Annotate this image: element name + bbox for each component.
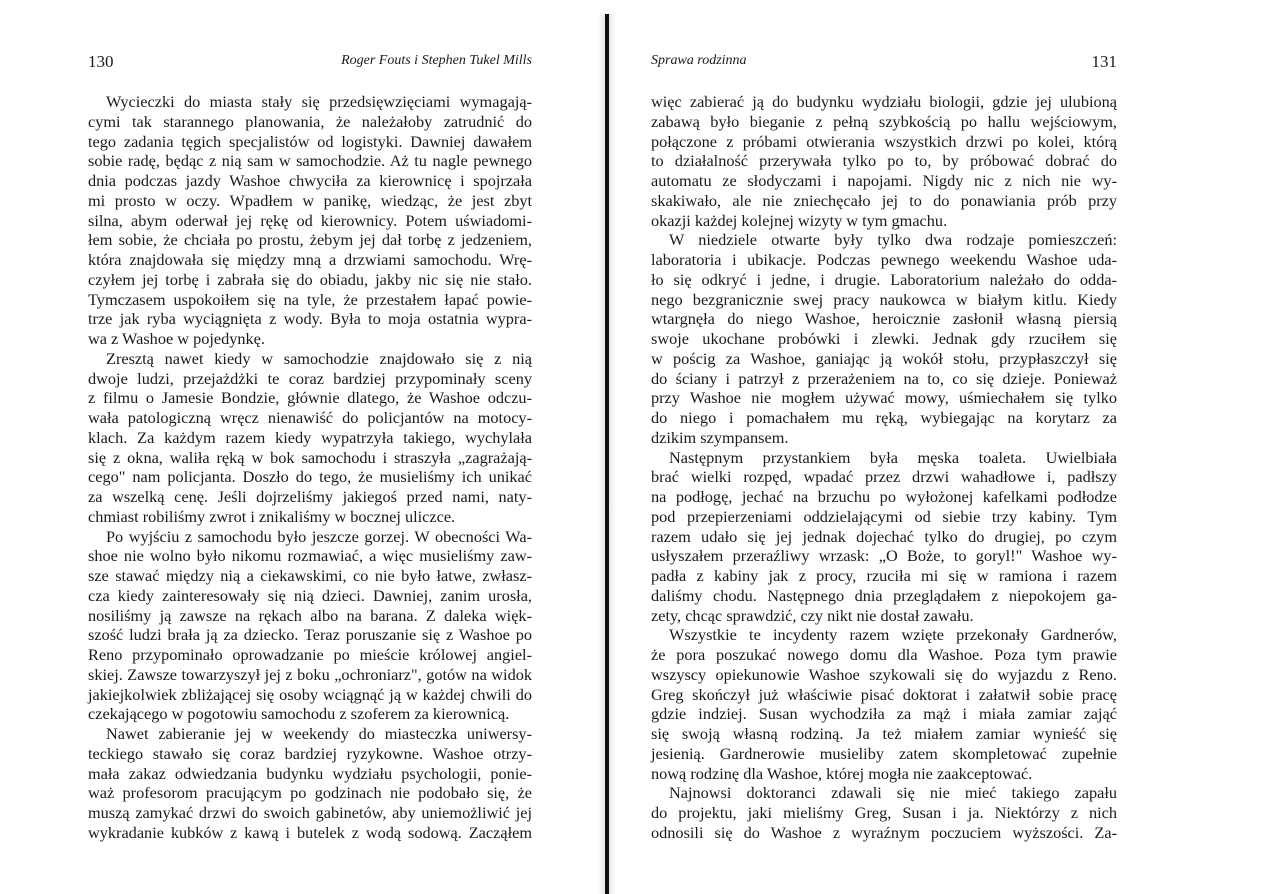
text-line: wtargnęła do niego Washoe, heroicznie zasłonił własną piersią bbox=[651, 309, 1117, 329]
text-line: za wszelką cenę. Jeśli dojrzeliśmy jakiegoś przed nami, naty- bbox=[88, 487, 532, 506]
text-line: cymi tak starannego planowania, że należałoby zatrudnić do bbox=[88, 111, 532, 131]
text-line: mi prosto w oczy. Wpadłem w panikę, wiedząc, że jest zbyt bbox=[88, 190, 532, 210]
text-line: laboratoria i ubikacje. Podczas pewnego weekendu Washoe uda- bbox=[651, 250, 1117, 269]
text-line: okazji każdej kolejnej wizyty w tym gmachu. bbox=[651, 210, 948, 230]
text-line: na podłogę, jechać na brzuchu po wyłożonej kafelkami podłodze bbox=[651, 487, 1117, 506]
text-line: łem sobie, że chciała po prostu, żebym jej dał torbę z jedzeniem, bbox=[88, 230, 532, 250]
text-line: tego zadania tęgich specjalistów od logistyki. Dawniej dawałem bbox=[88, 131, 532, 151]
paragraph bbox=[88, 349, 532, 527]
text-line: chmiast robiliśmy zwrot i znikaliśmy w bocznej uliczce. bbox=[88, 506, 456, 526]
running-head: Sprawa rodzinna bbox=[651, 53, 747, 68]
text-line: to działalność przerywała tylko po to, by próbować dobrać do bbox=[651, 151, 1117, 171]
text-line: Reno przypominało oprowadzanie po mieście królowej angiel- bbox=[88, 645, 532, 664]
text-line: padła z kabiny jak z procy, rzuciła mi się w ramiona i razem bbox=[651, 566, 1117, 585]
text-line: silna, abym oderwał jej rękę od kierownicy. Potem uświadomi- bbox=[88, 210, 532, 230]
text-line: odnosili się do Washoe z wyraźnym poczuciem wyższości. Za- bbox=[651, 822, 1117, 842]
text-line: czyłem jej torbę i zabrała się do obiadu, jakby nic się nie stało. bbox=[88, 269, 532, 289]
text-line: wszyscy opiekunowie Washoe szykowali się do wyjazdu z Reno. bbox=[651, 664, 1117, 684]
text-line: do niego i pomachałem mu ręką, wybiegając na korytarz za bbox=[651, 408, 1117, 427]
text-line: Wycieczki do miasta stały się przedsięwzięciami wymagają- bbox=[106, 92, 532, 111]
text-line: waż profesorom pracującym po godzinach nie podobało się, że bbox=[88, 783, 532, 803]
text-line: gdzie indziej. Susan wychodziła za mąż i miała zamiar zająć bbox=[651, 704, 1117, 724]
page-header bbox=[651, 52, 1117, 72]
text-line: jesienią. Gardnerowie musieliby zatem skompletować zupełnie bbox=[651, 743, 1117, 763]
text-line: w pościg za Washoe, ganiając ją wokół stołu, przypłaszczył się bbox=[651, 348, 1117, 368]
text-line: przy Washoe nie mogłem używać mowy, uśmiechałem się tylko bbox=[651, 388, 1117, 408]
text-line: szość ludzi brała ją za dziecko. Teraz poruszanie się z Washoe po bbox=[88, 625, 532, 645]
page-header bbox=[88, 52, 532, 72]
text-line: wykradanie kubków z kawą i butelek z wodą sodową. Zacząłem bbox=[88, 822, 532, 842]
text-line: do projektu, jaki mieliśmy Greg, Susan i ja. Niektórzy z nich bbox=[651, 803, 1117, 822]
text-line: do ściany i patrzył z przerażeniem na to, co się dzieje. Ponieważ bbox=[651, 368, 1117, 388]
text-line: wa z Washoe w pojedynkę. bbox=[88, 329, 265, 348]
text-line: dzikim szympansem. bbox=[651, 427, 789, 447]
text-line: pod przepierzeniami oddzielającymi od siebie trzy kabiny. Tym bbox=[651, 506, 1117, 526]
paragraph bbox=[88, 527, 532, 725]
text-line: się swoją własną rodziną. Ja też miałem zamiar wynieść się bbox=[651, 724, 1117, 743]
page-number: 131 bbox=[1091, 52, 1117, 71]
text-line: klach. Za każdym razem kiedy wypatrzyła takiego, wychylała bbox=[88, 427, 532, 447]
text-line: więc zabierać ją do budynku wydziału biologii, gdzie jej ulubioną bbox=[651, 92, 1117, 111]
text-line: cego" nam policjanta. Doszło do tego, że musieliśmy ich unikać bbox=[88, 467, 532, 487]
text-line: nego bezgranicznie swej pracy naukowca w białym kitlu. Kiedy bbox=[651, 289, 1117, 309]
text-line: daliśmy chodu. Następnego dnia przeglądałem z niepokojem ga- bbox=[651, 585, 1117, 605]
text-line: sze stawać między nią a ciekawskimi, co nie było łatwe, zwłasz- bbox=[88, 566, 532, 585]
text-line: zety, chcąc sprawdzić, czy nikt nie dostał zawału. bbox=[651, 605, 974, 625]
text-line: W niedziele otwarte były tylko dwa rodzaje pomieszczeń: bbox=[669, 230, 1117, 250]
text-line: brać wielki rozpęd, wpadać przez drzwi wahadłowe i, padłszy bbox=[651, 467, 1117, 487]
text-line: swoje ukochane probówki i zlewki. Jednak gdy rzuciłem się bbox=[651, 329, 1117, 348]
text-line: Greg skończył już właściwie pisać doktorat i załatwił sobie pracę bbox=[651, 684, 1117, 704]
text-line: usłyszałem przeraźliwy wrzask: „O Boże, to goryl!" Washoe wy- bbox=[651, 546, 1117, 566]
page-number: 130 bbox=[88, 52, 114, 71]
text-line: shoe nie wolno było nikomu rozmawiać, a więc musieliśmy zaw- bbox=[88, 546, 532, 566]
text-line: jakiejkolwiek zbliżającej się osoby wciągnąć ją w każdej chwili do bbox=[88, 684, 532, 704]
text-line: Najnowsi doktoranci zdawali się nie mieć takiego zapału bbox=[669, 783, 1117, 803]
paragraph bbox=[651, 625, 1117, 783]
text-line: wała patologiczną wręcz nienawiść do policjantów na motocy- bbox=[88, 408, 532, 427]
paragraph bbox=[651, 92, 1117, 230]
text-line: trze jak ryba wyciągnięta z wody. Była to moja ostatnia wypra- bbox=[88, 309, 532, 329]
paragraph bbox=[651, 230, 1117, 447]
text-line: Zresztą nawet kiedy w samochodzie znajdowało się z nią bbox=[106, 348, 532, 368]
text-line: mała zakaz odwiedzania budynku wydziału psychologii, ponie- bbox=[88, 763, 532, 783]
text-line: automatu ze słodyczami i napojami. Nigdy nic z nich nie wy- bbox=[651, 171, 1117, 190]
text-line: która znajdowała się między mną a drzwiami samochodu. Wrę- bbox=[88, 250, 532, 269]
text-line: skakiwało, ale nie zniechęcało jej to do ponawiania prób przy bbox=[651, 190, 1117, 210]
text-line: Nawet zabieranie jej w weekendy do miasteczka uniwersy- bbox=[106, 724, 532, 743]
running-head: Roger Fouts i Stephen Tukel Mills bbox=[341, 53, 532, 68]
text-line: cza kiedy zainteresowały się nią dzieci. Dawniej, zanim urosła, bbox=[88, 585, 532, 605]
text-line: sobie radę, będąc z nią sam w samochodzie. Aż tu nagle pewnego bbox=[88, 151, 532, 171]
paragraph bbox=[88, 92, 532, 349]
text-line: z filmu o Jamesie Bondzie, głównie dlatego, że Washoe odczu- bbox=[88, 388, 532, 408]
paragraph bbox=[88, 724, 532, 843]
book-spine bbox=[605, 14, 609, 894]
text-line: nosiliśmy ją zawsze na rękach albo na barana. Z daleka więk- bbox=[88, 605, 532, 625]
text-line: się z okna, waliła ręką w bok samochodu i straszyła „zagrażają- bbox=[88, 447, 532, 467]
paragraph bbox=[651, 783, 1117, 842]
text-line: Po wyjściu z samochodu było jeszcze gorzej. W obecności Wa- bbox=[106, 526, 532, 546]
text-line: dwoje ludzi, przejażdżki te coraz bardziej przypominały sceny bbox=[88, 368, 532, 388]
text-line: nową rodzinę dla Washoe, której mogła nie zaakceptować. bbox=[651, 763, 1033, 783]
text-line: Następnym przystankiem była męska toaleta. Uwielbiała bbox=[669, 447, 1117, 467]
text-line: muszą zamykać drzwi do swoich gabinetów, aby uniemożliwić jej bbox=[88, 803, 532, 822]
page-body bbox=[88, 92, 532, 843]
text-line: Tymczasem uspokoiłem się na tyle, że przestałem łapać powie- bbox=[88, 289, 532, 309]
paragraph bbox=[651, 448, 1117, 626]
text-line: czekającego w pogotowiu samochodu z szoferem za kierownicą. bbox=[88, 704, 510, 724]
text-line: że pora poszukać nowego domu dla Washoe. Poza tym prawie bbox=[651, 645, 1117, 664]
text-line: teckiego stawało się coraz bardziej ryzykowne. Washoe otrzy- bbox=[88, 743, 532, 763]
text-line: skiej. Zawsze towarzyszył jej z boku „ochroniarz", gotów na widok bbox=[88, 664, 532, 684]
text-line: razem udało się jej jednak dojechać tylko do drugiej, po czym bbox=[651, 526, 1117, 546]
text-line: dnia podczas jazdy Washoe chwyciła za kierownicę i spojrzała bbox=[88, 171, 532, 190]
page-body bbox=[651, 92, 1117, 843]
text-line: zabawą było bieganie z pełną szybkością po hallu wejściowym, bbox=[651, 111, 1117, 131]
text-line: Wszystkie te incydenty razem wzięte przekonały Gardnerów, bbox=[669, 625, 1117, 645]
text-line: ło się odkryć i jedne, i drugie. Laboratorium należało do odda- bbox=[651, 269, 1117, 289]
text-line: połączone z próbami otwierania wszystkich drzwi po kolei, którą bbox=[651, 131, 1117, 151]
